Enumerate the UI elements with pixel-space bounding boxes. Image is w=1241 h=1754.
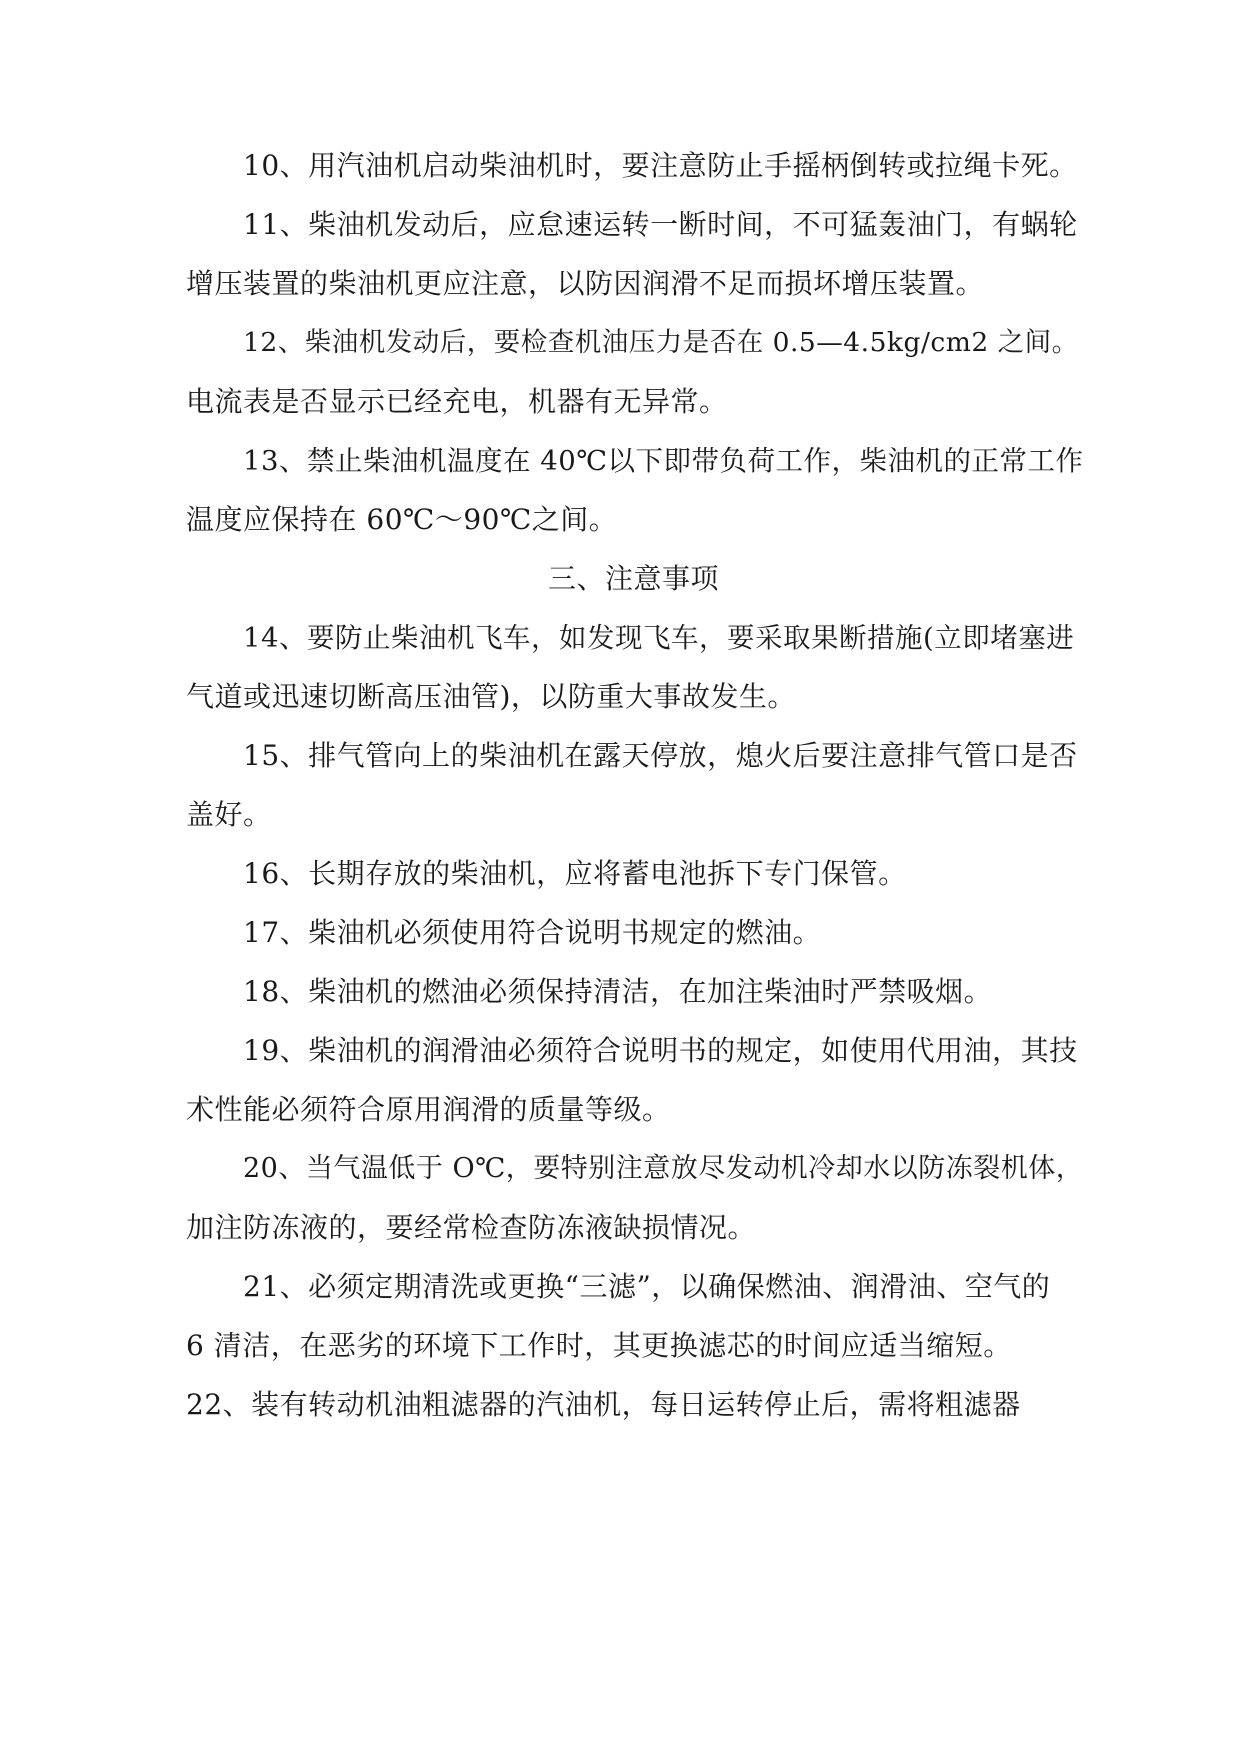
text-line: 18、柴油机的燃油必须保持清洁，在加注柴油时严禁吸烟。 <box>243 975 993 1008</box>
text-line: 12、柴油机发动后，要检查机油压力是否在 0.5—4.5kg/cm2 之间。 <box>243 327 1079 358</box>
text-line: 10、用汽油机启动柴油机时，要注意防止手摇柄倒转或拉绳卡死。 <box>243 149 1078 182</box>
text-line: 6 清洁，在恶劣的环境下工作时，其更换滤芯的时间应适当缩短。 <box>186 1329 1012 1362</box>
text-line: 15、排气管向上的柴油机在露天停放，熄火后要注意排气管口是否 <box>243 739 1078 772</box>
text-line: 17、柴油机必须使用符合说明书规定的燃油。 <box>243 916 822 949</box>
text-line: 13、禁止柴油机温度在 40℃以下即带负荷工作，柴油机的正常工作 <box>243 445 1084 477</box>
text-line: 气道或迅速切断高压油管)，以防重大事故发生。 <box>186 680 796 713</box>
text-line: 16、长期存放的柴油机，应将蓄电池拆下专门保管。 <box>243 857 907 890</box>
text-line: 盖好。 <box>186 798 272 831</box>
text-line: 20、当气温低于 O℃，要特别注意放尽发动机冷却水以防冻裂机体， <box>243 1153 1084 1184</box>
text-line: 21、必须定期清洗或更换“三滤”，以确保燃油、润滑油、空气的 <box>243 1270 1051 1303</box>
text-line: 温度应保持在 60℃～90℃之间。 <box>186 503 618 536</box>
text-line: 11、柴油机发动后，应怠速运转一断时间，不可猛轰油门，有蜗轮 <box>243 208 1078 241</box>
text-line: 增压装置的柴油机更应注意，以防因润滑不足而损坏增压装置。 <box>186 267 985 300</box>
text-line: 22、装有转动机油粗滤器的汽油机，每日运转停止后，需将粗滤器 <box>186 1388 1021 1421</box>
text-line: 19、柴油机的润滑油必须符合说明书的规定，如使用代用油，其技 <box>243 1034 1078 1067</box>
section-heading: 三、注意事项 <box>548 562 720 595</box>
text-line: 电流表是否显示已经充电，机器有无异常。 <box>186 385 728 418</box>
text-line: 14、要防止柴油机飞车，如发现飞车，要采取果断措施(立即堵塞进 <box>243 622 1075 654</box>
text-line: 术性能必须符合原用润滑的质量等级。 <box>186 1093 671 1126</box>
text-line: 加注防冻液的，要经常检查防冻液缺损情况。 <box>186 1211 757 1244</box>
